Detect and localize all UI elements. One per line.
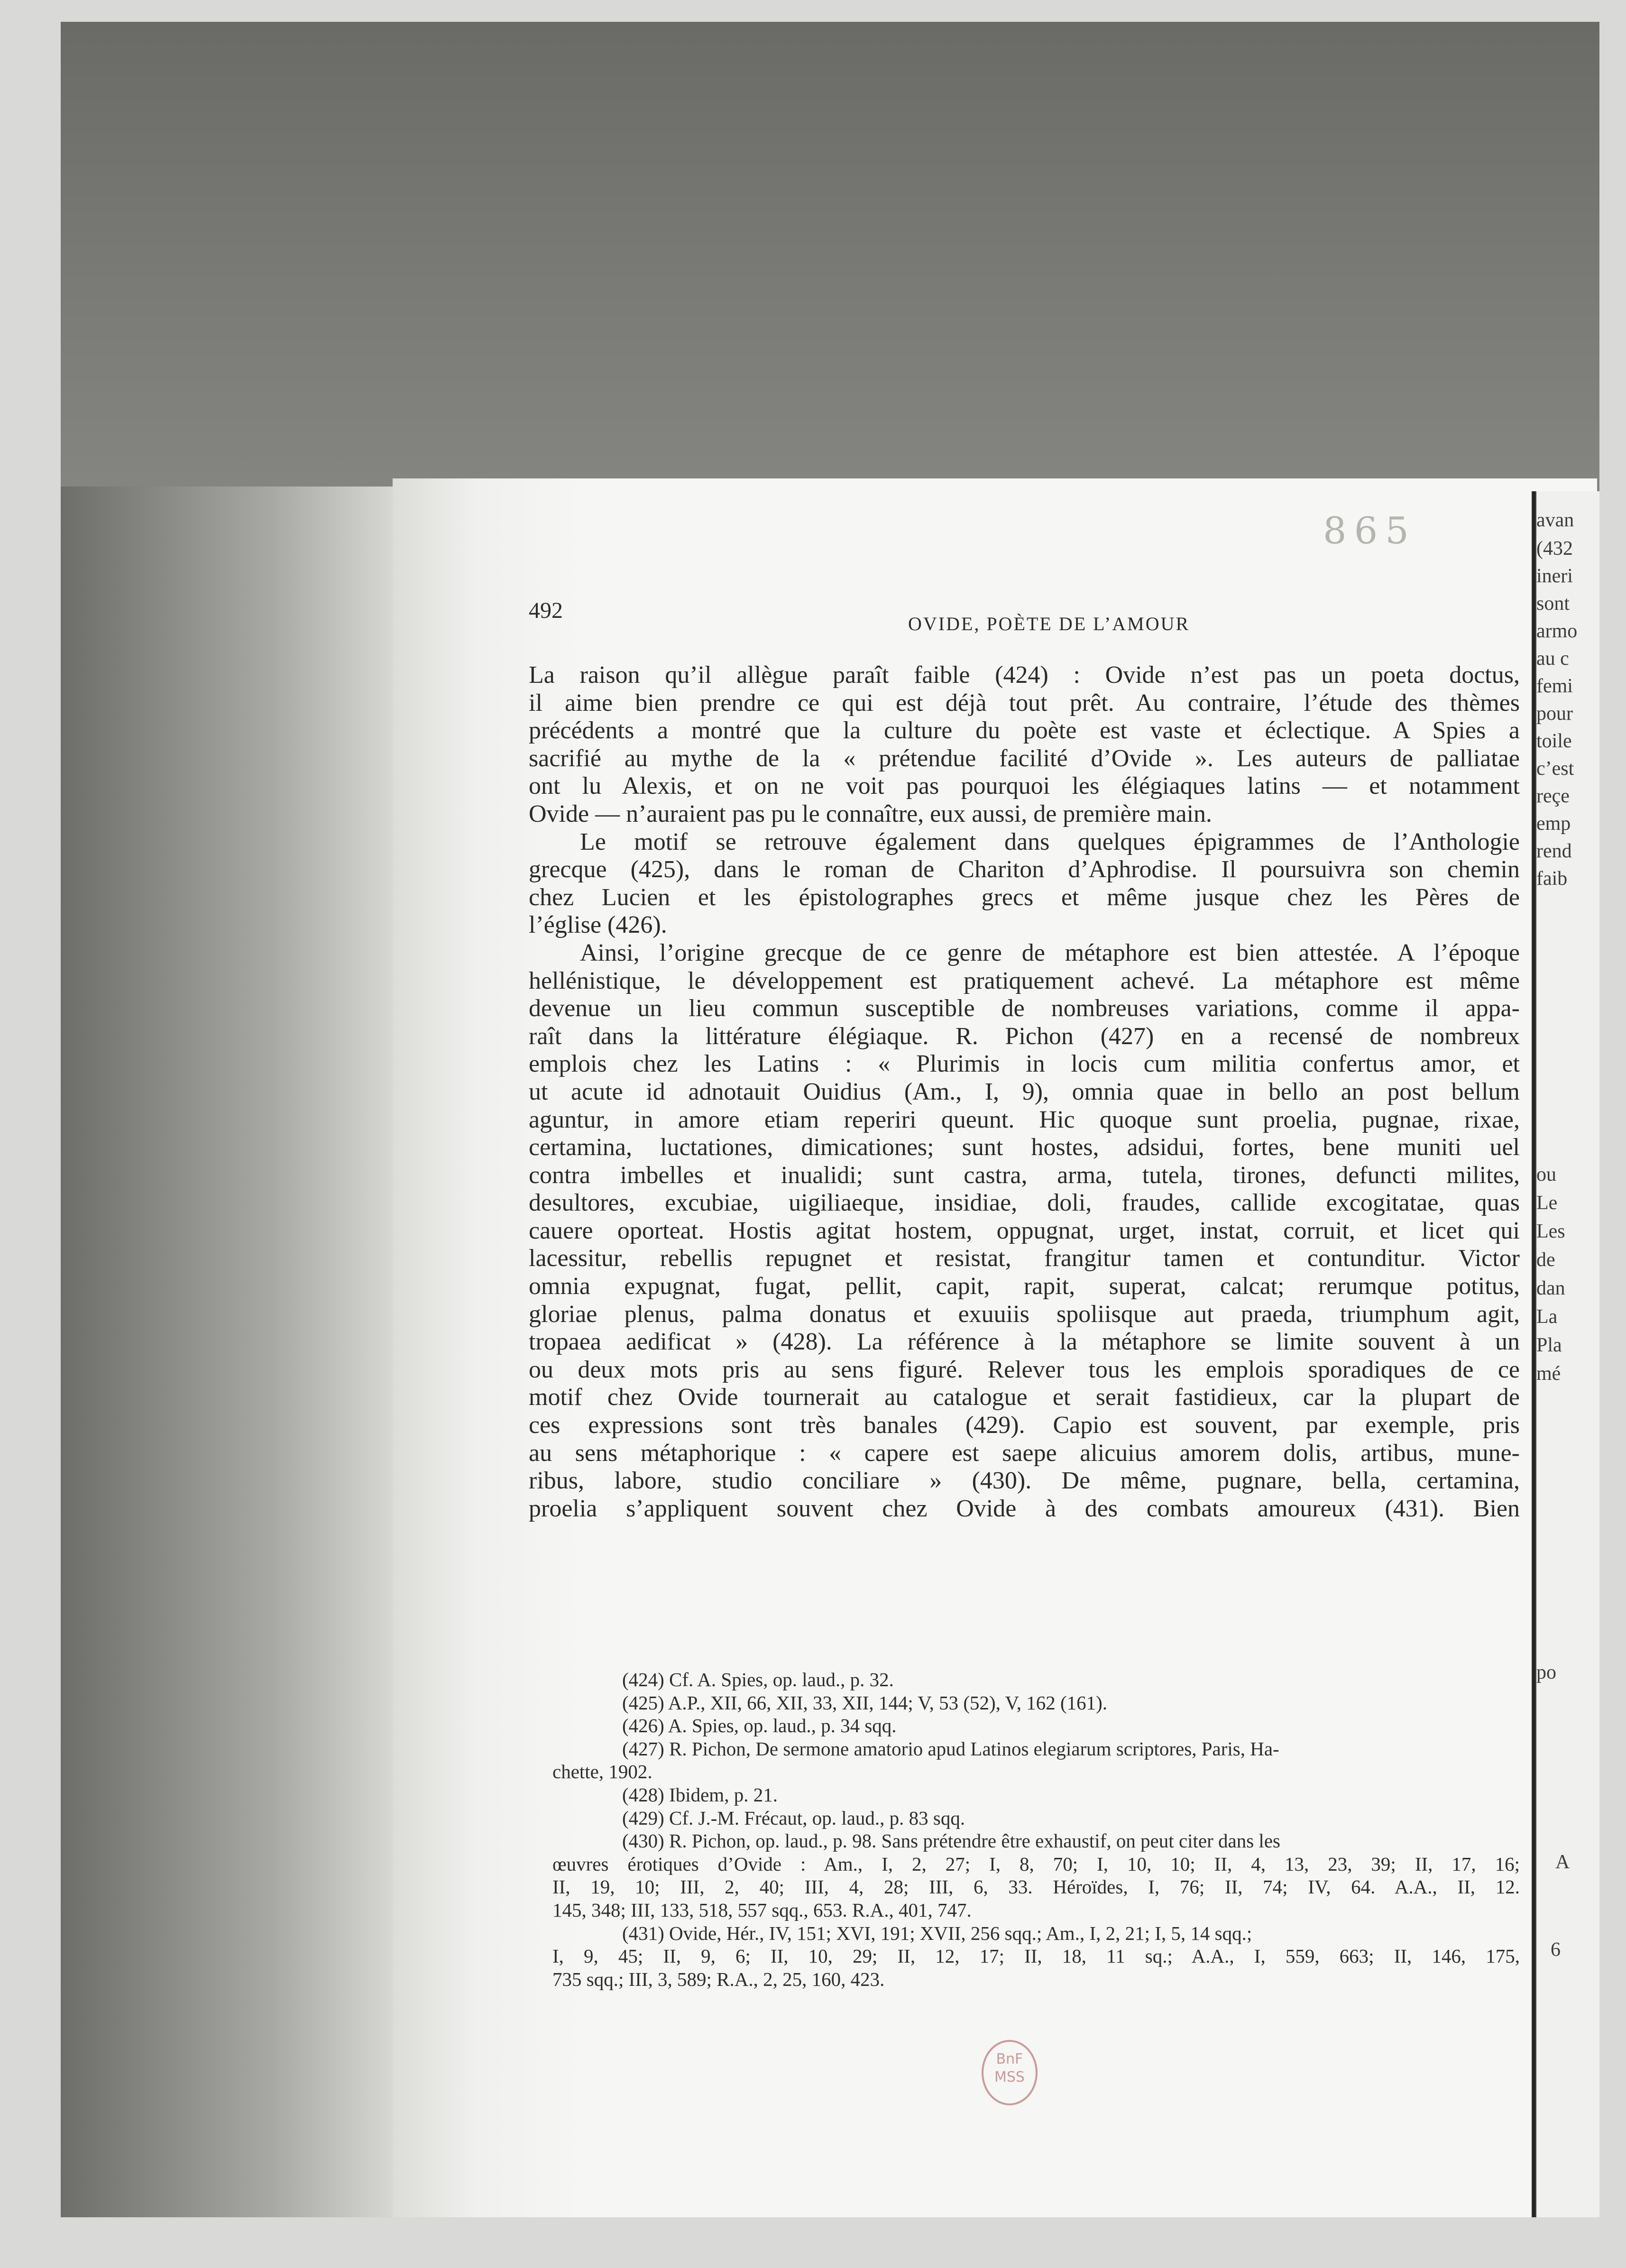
text-line: ont lu Alexis, et on ne voit pas pourquoi les élégiaques latins — et notamment	[529, 772, 1520, 800]
adjacent-fragment: Les	[1536, 1221, 1565, 1242]
text-line: raît dans la littérature élégiaque. R. Pichon (427) en a recensé de nombreux	[529, 1022, 1520, 1050]
adjacent-fragment: La	[1536, 1306, 1558, 1328]
footnote-line: œuvres érotiques d’Ovide : Am., I, 2, 27; I, 8, 70; I, 10, 10; II, 4, 13, 23, 39; II, 17, 16;	[552, 1853, 1520, 1875]
adjacent-fragment: A	[1555, 1851, 1570, 1873]
adjacent-fragment: armo	[1536, 620, 1578, 642]
adjacent-fragment: femi	[1536, 675, 1573, 697]
text-line: cauere oporteat. Hostis agitat hostem, oppugnat, urget, instat, corruit, et licet qui	[529, 1217, 1520, 1244]
text-line: La raison qu’il allègue paraît faible (424) : Ovide n’est pas un poeta doctus,	[529, 661, 1520, 689]
adjacent-fragment: avan	[1536, 509, 1574, 531]
folio-stamp-number: 865	[1323, 510, 1416, 552]
text-line: omnia expugnat, fugat, pellit, capit, rapit, superat, calcat; rerumque potitus,	[529, 1273, 1520, 1300]
text-line: gloriae plenus, palma donatus et exuuiis spoliisque aut praeda, triumphum agit,	[529, 1300, 1520, 1328]
footnote-line: (424) Cf. A. Spies, op. laud., p. 32.	[622, 1669, 894, 1690]
adjacent-fragment: emp	[1536, 813, 1571, 835]
text-line: tropaea aedificat » (428). La référence à la métaphore se limite souvent à un	[529, 1328, 1520, 1356]
footnote-line: (431) Ovide, Hér., IV, 151; XVI, 191; XVII, 256 sqq.; Am., I, 2, 21; I, 5, 14 sqq.;	[622, 1922, 1252, 1944]
text-line: sacrifié au mythe de la « prétendue facilité d’Ovide ». Les auteurs de palliatae	[529, 744, 1520, 772]
page-edge	[1532, 491, 1536, 2217]
footnote-line: II, 19, 10; III, 2, 40; III, 4, 28; III, 6, 33. Héroïdes, I, 76; II, 74; IV, 64. A.A., II, 12.	[552, 1876, 1520, 1898]
text-line: desultores, excubiae, uigiliaeque, insidiae, doli, fraudes, callide excogitatae, quas	[529, 1189, 1520, 1217]
adjacent-page-strip	[1536, 491, 1599, 2217]
text-line: il aime bien prendre ce qui est déjà tout prêt. Au contraire, l’étude des thèmes	[529, 689, 1520, 716]
adjacent-fragment: ineri	[1536, 565, 1573, 587]
footnote-line: 735 sqq.; III, 3, 589; R.A., 2, 25, 160, 423.	[552, 1968, 885, 1990]
text-line: ut acute id adnotauit Ouidius (Am., I, 9), omnia quae in bello an post bellum	[529, 1078, 1520, 1105]
adjacent-fragment: toile	[1536, 730, 1572, 752]
library-stamp-line: MSS	[994, 2069, 1025, 2085]
running-head: OVIDE, POÈTE DE L’AMOUR	[908, 613, 1190, 634]
dark-backdrop	[61, 22, 1599, 505]
body-text	[529, 661, 1520, 1523]
adjacent-fragment: Pla	[1536, 1334, 1562, 1356]
adjacent-fragment: faib	[1536, 868, 1568, 890]
adjacent-fragment: Le	[1536, 1192, 1558, 1214]
library-stamp	[982, 2040, 1038, 2105]
adjacent-fragment: rend	[1536, 840, 1572, 862]
book-gutter-shadow	[61, 487, 426, 2217]
text-line: Le motif se retrouve également dans quelques épigrammes de l’Anthologie	[580, 828, 1520, 855]
footnote-line: (430) R. Pichon, op. laud., p. 98. Sans prétendre être exhaustif, on peut citer dans les	[622, 1830, 1280, 1852]
text-line: précédents a montré que la culture du poète est vaste et éclectique. A Spies a	[529, 717, 1520, 744]
text-line: aguntur, in amore etiam reperiri queunt. Hic quoque sunt proelia, pugnae, rixae,	[529, 1106, 1520, 1133]
footnote-line: 145, 348; III, 133, 518, 557 sqq., 653. R.A., 401, 747.	[552, 1899, 972, 1921]
footnote-line: (427) R. Pichon, De sermone amatorio apud Latinos elegiarum scriptores, Paris, Ha-	[622, 1737, 1279, 1760]
text-line: Ainsi, l’origine grecque de ce genre de métaphore est bien attestée. A l’époque	[580, 939, 1520, 966]
text-line: ribus, labore, studio conciliare » (430). De même, pugnare, bella, certamina,	[529, 1467, 1520, 1495]
footnote-line: (428) Ibidem, p. 21.	[622, 1783, 778, 1806]
text-line: au sens métaphorique : « capere est saepe alicuius amorem dolis, artibus, mune-	[529, 1439, 1520, 1467]
text-line: Ovide — n’auraient pas pu le connaître, eux aussi, de première main.	[529, 800, 1213, 827]
library-stamp-line: BnF	[996, 2051, 1023, 2067]
text-line: contra imbelles et inualidi; sunt castra, arma, tutela, tirones, defuncti milites,	[529, 1161, 1520, 1189]
text-line: grecque (425), dans le roman de Chariton d’Aphrodise. Il poursuivra son chemin	[529, 856, 1520, 883]
adjacent-fragment: mé	[1536, 1363, 1561, 1385]
page-number: 492	[529, 598, 563, 623]
adjacent-fragment: pour	[1536, 703, 1573, 725]
text-line: emplois chez les Latins : « Plurimis in locis cum militia confertus amor, et	[529, 1050, 1520, 1078]
footnote-line: I, 9, 45; II, 9, 6; II, 10, 29; II, 12, 17; II, 18, 11 sq.; A.A., I, 559, 663; II, 146, 175,	[552, 1945, 1520, 1967]
adjacent-fragment: (432	[1536, 538, 1573, 560]
text-line: proelia s’appliquent souvent chez Ovide à des combats amoureux (431). Bien	[529, 1495, 1520, 1522]
text-line: certamina, luctationes, dimicationes; sunt hostes, adsidui, fortes, bene muniti uel	[529, 1134, 1520, 1161]
text-line: chez Lucien et les épistolographes grecs et même jusque chez les Pères de	[529, 883, 1520, 911]
text-line: lacessitur, rebellis repugnet et resistat, frangitur tamen et contunditur. Victor	[529, 1245, 1520, 1272]
text-line: ces expressions sont très banales (429). Capio est souvent, par exemple, pris	[529, 1412, 1520, 1439]
adjacent-fragment: sont	[1536, 593, 1570, 615]
text-line: motif chez Ovide tournerait au catalogue et serait fastidieux, car la plupart de	[529, 1384, 1520, 1411]
footnotes	[552, 1668, 1520, 1991]
adjacent-fragment: 6	[1551, 1939, 1561, 1961]
text-line: l’église (426).	[529, 911, 667, 939]
adjacent-fragment: ou	[1536, 1164, 1556, 1185]
footnote-line: chette, 1902.	[552, 1761, 652, 1783]
adjacent-fragment: c’est	[1536, 758, 1574, 780]
adjacent-fragment: au c	[1536, 648, 1569, 670]
adjacent-fragment: dan	[1536, 1277, 1565, 1299]
adjacent-fragment: de	[1536, 1249, 1555, 1271]
text-line: ou deux mots pris au sens figuré. Relever tous les emplois sporadiques de ce	[529, 1356, 1520, 1383]
text-line: devenue un lieu commun susceptible de nombreuses variations, comme il appa-	[529, 995, 1520, 1022]
footnote-line: (429) Cf. J.-M. Frécaut, op. laud., p. 83 sqq.	[622, 1807, 965, 1829]
adjacent-fragment: reçe	[1536, 785, 1570, 807]
text-line: hellénistique, le développement est pratiquement achevé. La métaphore est même	[529, 967, 1520, 994]
adjacent-fragment: po	[1536, 1662, 1556, 1683]
footnote-line: (426) A. Spies, op. laud., p. 34 sqq.	[622, 1715, 897, 1737]
footnote-line: (425) A.P., XII, 66, XII, 33, XII, 144; V, 53 (52), V, 162 (161).	[622, 1691, 1108, 1714]
library-stamp-text	[983, 2050, 1036, 2086]
